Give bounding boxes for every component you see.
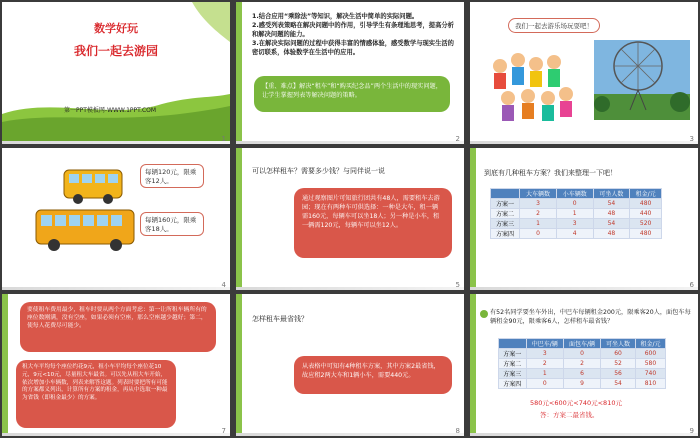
slide1-subtitle: 我们一起去游园 bbox=[73, 44, 158, 58]
page-number: 7 bbox=[221, 427, 226, 435]
table-header: 面包车/辆 bbox=[563, 339, 600, 349]
table-cell: 方案一 bbox=[499, 349, 527, 359]
table-cell: 1 bbox=[520, 219, 557, 229]
table-header bbox=[499, 339, 527, 349]
table-cell: 2 bbox=[520, 209, 557, 219]
table-cell: 4 bbox=[556, 229, 593, 239]
table-cell: 48 bbox=[593, 229, 630, 239]
slide8-accent-bar bbox=[236, 294, 242, 436]
table-row bbox=[491, 199, 662, 209]
page-number: 4 bbox=[221, 281, 226, 289]
table-cell: 方案三 bbox=[491, 219, 520, 229]
page-number: 5 bbox=[455, 281, 460, 289]
slide-thumbnail-8[interactable] bbox=[236, 294, 464, 436]
page-number: 2 bbox=[455, 135, 460, 143]
table-cell: 3 bbox=[520, 199, 557, 209]
slide2-accent-bar bbox=[236, 2, 242, 144]
slide-thumbnail-7[interactable] bbox=[2, 294, 230, 436]
table-cell: 480 bbox=[630, 229, 662, 239]
table-header: 小车辆数 bbox=[556, 189, 593, 199]
table-cell: 54 bbox=[601, 379, 636, 389]
table-cell: 60 bbox=[601, 349, 636, 359]
slide-thumbnail-2[interactable] bbox=[236, 2, 464, 144]
table-cell: 0 bbox=[526, 379, 563, 389]
table-cell: 740 bbox=[635, 369, 665, 379]
table-header: 大车辆数 bbox=[520, 189, 557, 199]
page-bar bbox=[2, 141, 230, 144]
slide7-box-2: 租大车平均每个座位约花9元，租小车平均每个座位花10元，9元<10元，尽量租大车最省。可以先从租大车开始，依次增加小车辆数，列表来解答这题。列表时要把所有可能的方案都义列出，计算所有方案的租金，再从中选取一种最为省钱（即租金最少）的方案。 bbox=[16, 360, 176, 428]
speech-bubble: 我们一起去游乐场玩耍吧！ bbox=[508, 18, 600, 33]
slide1-title: 数学好玩 bbox=[94, 22, 138, 35]
table-cell: 480 bbox=[630, 199, 662, 209]
table-cell: 600 bbox=[635, 349, 665, 359]
table-cell: 3 bbox=[526, 349, 563, 359]
table-cell: 2 bbox=[563, 359, 600, 369]
large-bus-icon bbox=[36, 210, 134, 251]
table-cell: 810 bbox=[635, 379, 665, 389]
small-bus-callout: 每辆120元，限乘客12人。 bbox=[140, 164, 204, 188]
goal-item: 2.感受列表策略在解决问题中的作用，引导学生有条理地思考，提高分析和解决问题的能力。 bbox=[252, 22, 454, 38]
page-bar bbox=[236, 433, 464, 436]
page-bar bbox=[236, 141, 464, 144]
slide9-answer: 答：方案二最省钱。 bbox=[540, 411, 599, 419]
table-cell: 方案一 bbox=[491, 199, 520, 209]
slide8-question: 怎样租车最省钱？ bbox=[252, 315, 308, 323]
table-cell: 54 bbox=[593, 199, 630, 209]
table-cell: 方案四 bbox=[491, 229, 520, 239]
slide-thumbnail-1[interactable] bbox=[2, 2, 230, 144]
table-cell: 方案三 bbox=[499, 369, 527, 379]
slide8-text-box: 从表格中可知有4种租车方案，其中方案2最省钱，故应租2两大车和1辆小车，需要440元。 bbox=[294, 356, 452, 394]
table-cell: 9 bbox=[563, 379, 600, 389]
page-bar bbox=[470, 433, 698, 436]
slide5-accent-bar bbox=[236, 148, 242, 290]
table-cell: 2 bbox=[526, 359, 563, 369]
page-number: 9 bbox=[689, 427, 694, 435]
slide6-question: 到底有几种租车方案？我们来整理一下吧！ bbox=[484, 169, 617, 177]
slide5-text-box: 通过观察图片可知旅行团共有48人，需要租车去游园；现在有两种车可供选择：一种是大车，租一辆需160元，每辆车可以坐18人；另一种是小车，租一辆需120元，每辆车可以坐12人。 bbox=[294, 188, 452, 258]
table-header: 可坐人数 bbox=[593, 189, 630, 199]
table-cell: 48 bbox=[593, 209, 630, 219]
table-cell: 1 bbox=[556, 209, 593, 219]
goal-item: 3.在解决实际问题的过程中获得丰富的情感体验，感受数学与现实生活的密切联系，体验数学在生活中的应用。 bbox=[252, 40, 454, 56]
page-number: 1 bbox=[221, 135, 226, 143]
table-cell: 3 bbox=[556, 219, 593, 229]
rental-plan-table bbox=[490, 188, 662, 239]
table-header: 中巴车/辆 bbox=[526, 339, 563, 349]
table-header: 租金/元 bbox=[635, 339, 665, 349]
slide9-comparison: 580元<600元<740元<810元 bbox=[530, 399, 622, 407]
table-row bbox=[499, 349, 666, 359]
slide1-footer: 第一PPT模板网-WWW.1PPT.COM bbox=[64, 107, 157, 114]
table-cell: 54 bbox=[593, 219, 630, 229]
page-number: 3 bbox=[689, 135, 694, 143]
goal-item: 1.结合应用“乘除法”等知识，解决生活中简单的实际问题。 bbox=[252, 13, 419, 20]
table-row bbox=[499, 369, 666, 379]
slide5-question: 可以怎样租车？需要多少钱？与同伴说一说 bbox=[252, 167, 385, 175]
table-header bbox=[491, 189, 520, 199]
table-cell: 520 bbox=[630, 219, 662, 229]
table-cell: 0 bbox=[520, 229, 557, 239]
slide-thumbnail-9[interactable] bbox=[470, 294, 698, 436]
slide6-accent-bar bbox=[470, 148, 476, 290]
table-cell: 52 bbox=[601, 359, 636, 369]
slide7-accent-bar bbox=[2, 294, 8, 436]
large-bus-callout: 每辆160元，限乘客18人。 bbox=[140, 212, 204, 236]
bullet-icon bbox=[480, 310, 488, 318]
table-header-row bbox=[491, 189, 662, 199]
slide-thumbnail-5[interactable] bbox=[236, 148, 464, 290]
slide2-goals bbox=[252, 12, 456, 57]
table-cell: 方案二 bbox=[499, 359, 527, 369]
page-number: 6 bbox=[689, 281, 694, 289]
page-bar bbox=[2, 287, 230, 290]
slide9-problem: 有52名同学要坐车外出，中巴车每辆租金200元，限乘客20人，面包车每辆租金90元，限乘客6人，怎样租车最省钱？ bbox=[490, 309, 691, 325]
page-bar bbox=[236, 287, 464, 290]
table-row bbox=[499, 379, 666, 389]
table-row bbox=[491, 219, 662, 229]
slide-thumbnail-3[interactable] bbox=[470, 2, 698, 144]
table-row bbox=[499, 359, 666, 369]
slide7-box-1: 要使租车费用最少，租车时要从两个方面考虑：第一让所租车辆所有的座位数刚满，没有空座，如果必须有空座，那么空座越少越好；第二，使每人花费尽可能少。 bbox=[20, 302, 216, 352]
page-number: 8 bbox=[455, 427, 460, 435]
page-bar bbox=[2, 433, 230, 436]
page-bar bbox=[470, 141, 698, 144]
table-cell: 方案二 bbox=[491, 209, 520, 219]
table-row bbox=[491, 229, 662, 239]
slide-thumbnail-6[interactable] bbox=[470, 148, 698, 290]
table-cell: 1 bbox=[526, 369, 563, 379]
page-bar bbox=[470, 287, 698, 290]
table-header: 可坐人数 bbox=[601, 339, 636, 349]
table-cell: 0 bbox=[563, 349, 600, 359]
table-cell: 方案四 bbox=[499, 379, 527, 389]
table-cell: 6 bbox=[563, 369, 600, 379]
table-header: 租金/元 bbox=[630, 189, 662, 199]
table-cell: 0 bbox=[556, 199, 593, 209]
minibus-plan-table bbox=[498, 338, 666, 389]
slide-thumbnail-4[interactable] bbox=[2, 148, 230, 290]
table-cell: 440 bbox=[630, 209, 662, 219]
table-cell: 580 bbox=[635, 359, 665, 369]
table-header-row bbox=[499, 339, 666, 349]
table-cell: 56 bbox=[601, 369, 636, 379]
slide2-note-box: 【重、难点】解决“租车”和“购买纪念品”两个生活中的现实问题，让学生掌握列表等解决问题的策略。 bbox=[254, 76, 450, 112]
table-row bbox=[491, 209, 662, 219]
small-bus-icon bbox=[64, 170, 122, 204]
slide9-accent-bar bbox=[470, 294, 476, 436]
